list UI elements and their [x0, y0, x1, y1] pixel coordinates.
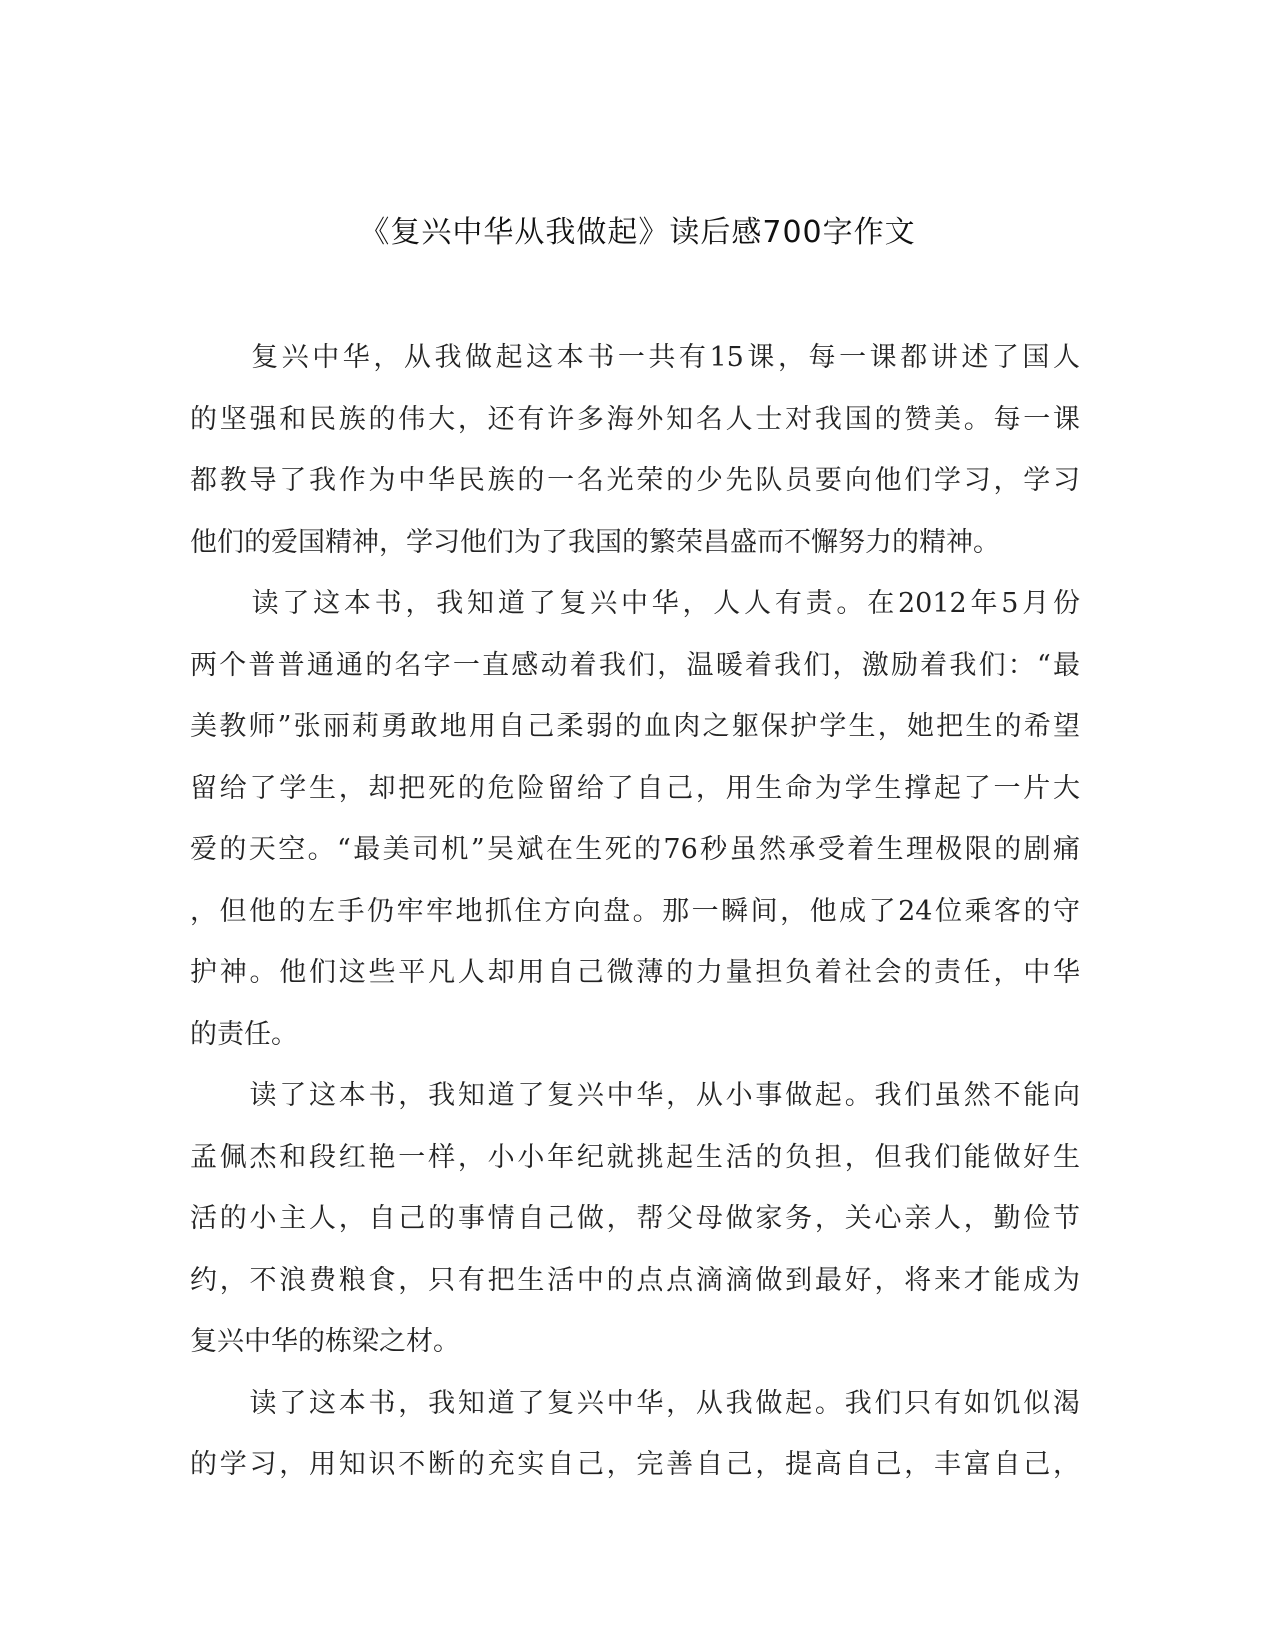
- body-line: 读了这本书，我知道了复兴中华，人人有责。在2012年5月份: [190, 588, 1080, 619]
- document-body: [190, 327, 1080, 1496]
- body-line: 的坚强和民族的伟大，还有许多海外知名人士对我国的赞美。每一课: [190, 403, 1080, 435]
- body-line: 留给了学生，却把死的危险留给了自己，用生命为学生撑起了一片大: [190, 772, 1080, 804]
- body-line: 两个普普通通的名字一直感动着我们，温暖着我们，激励着我们：“最: [190, 649, 1080, 681]
- body-line: 孟佩杰和段红艳一样，小小年纪就挑起生活的负担，但我们能做好生: [190, 1141, 1080, 1173]
- body-line: 美教师”张丽莉勇敢地用自己柔弱的血肉之躯保护学生，她把生的希望: [190, 711, 1080, 742]
- body-line: 的责任。: [190, 1018, 298, 1050]
- body-line: 复兴中华的栋梁之材。: [190, 1326, 460, 1357]
- body-line: 读了这本书，我知道了复兴中华，从我做起。我们只有如饥似渴: [190, 1387, 1080, 1419]
- body-line: 爱的天空。“最美司机”吴斌在生死的76秒虽然承受着生理极限的剧痛: [190, 834, 1080, 865]
- body-line: 护神。他们这些平凡人却用自己微薄的力量担负着社会的责任，中华: [190, 957, 1080, 988]
- body-line: 活的小主人，自己的事情自己做，帮父母做家务，关心亲人，勤俭节: [190, 1203, 1080, 1234]
- body-line: 读了这本书，我知道了复兴中华，从小事做起。我们虽然不能向: [190, 1080, 1080, 1111]
- body-line: 复兴中华，从我做起这本书一共有15课，每一课都讲述了国人: [190, 342, 1080, 373]
- body-line: 他们的爱国精神，学习他们为了我国的繁荣昌盛而不懈努力的精神。: [190, 526, 1000, 558]
- document-title: 《复兴中华从我做起》读后感700字作文: [359, 215, 916, 250]
- body-line: 都教导了我作为中华民族的一名光荣的少先队员要向他们学习，学习: [190, 465, 1080, 496]
- body-line: 的学习，用知识不断的充实自己，完善自己，提高自己，丰富自己，: [190, 1449, 1080, 1480]
- body-line: 约，不浪费粮食，只有把生活中的点点滴滴做到最好，将来才能成为: [190, 1264, 1080, 1296]
- body-line: ，但他的左手仍牢牢地抓住方向盘。那一瞬间，他成了24位乘客的守: [190, 895, 1080, 927]
